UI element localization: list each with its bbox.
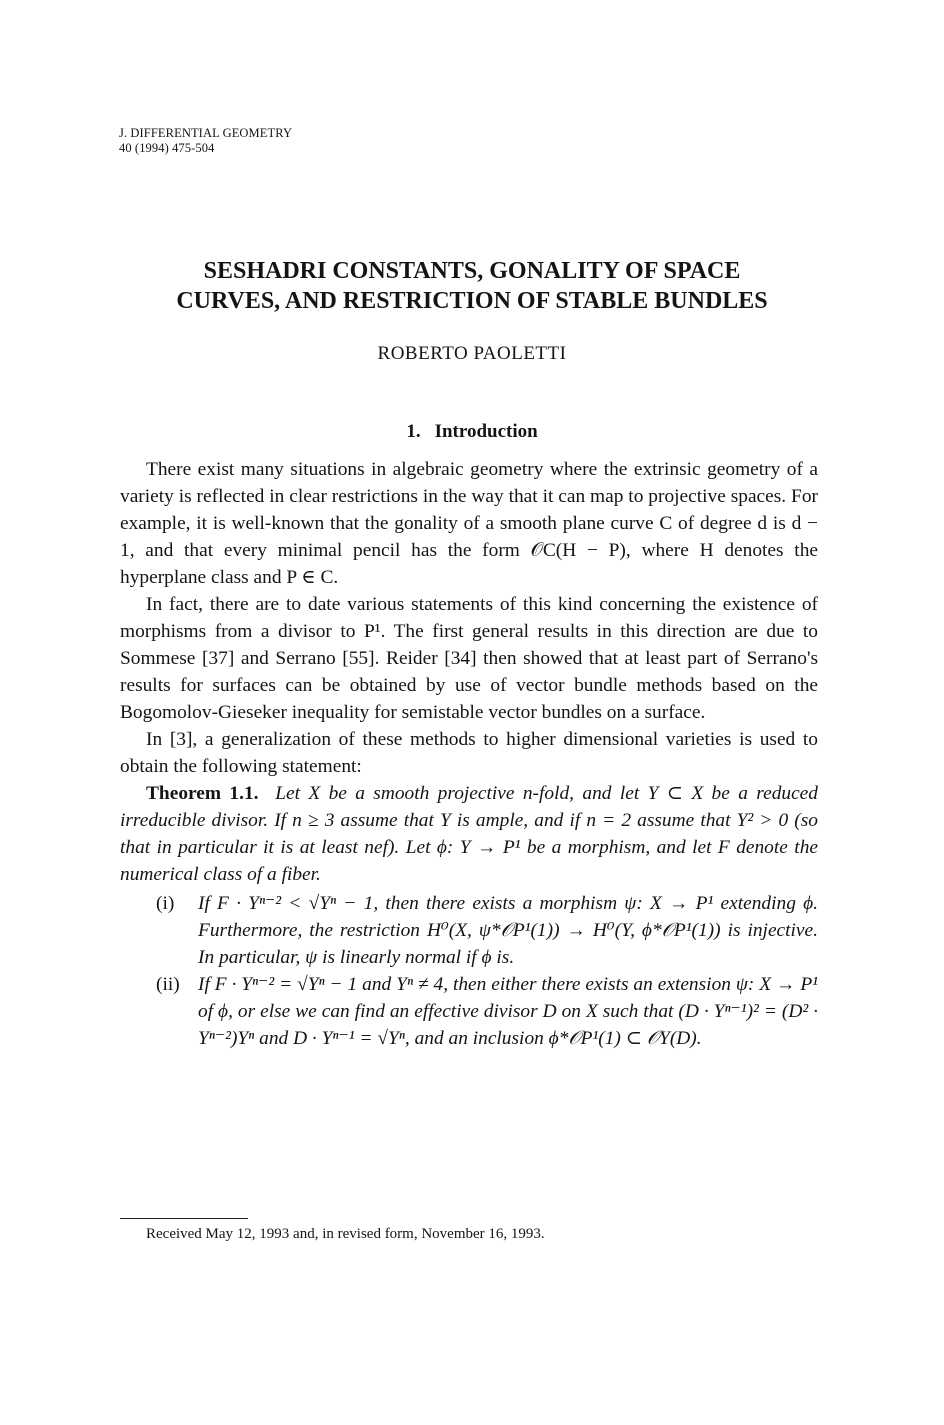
section-number: 1.	[406, 421, 421, 442]
theorem-item-text: If F · Yⁿ⁻² = √Yⁿ − 1 and Yⁿ ≠ 4, then either there exists an extension ψ: X → P¹ of ϕ, or else we can find an effective divisor D on X such that (D · Yⁿ⁻¹)² = (D² · Yⁿ⁻²)Yⁿ and D · Yⁿ⁻¹ = √Yⁿ, and an inclusion ϕ*𝒪P¹(1) ⊂ 𝒪Y(D).	[198, 974, 818, 1049]
theorem-body: Let X be a smooth projective n-fold, and let Y ⊂ X be a reduced irreducible divisor. If n ≥ 3 assume that Y is ample, and if n = 2 assume that Y² > 0 (so that in particular it is at least nef). Let ϕ: Y → P¹ be a morphism, and let F denote the numerical class of a fiber.	[120, 783, 818, 885]
title-line-1: SESHADRI CONSTANTS, GONALITY OF SPACE	[203, 258, 741, 284]
paragraph: There exist many situations in algebraic geometry where the extrinsic geometry of a variety is reflected in clear restrictions in the way that it can map to projective spaces. For example, it is well-known that the gonality of a smooth plane curve C of degree d is d − 1, and that every minimal pencil has the form 𝒪C(H − P), where H denotes the hyperplane class and P ∈ C.	[120, 459, 818, 588]
journal-name: J. DIFFERENTIAL GEOMETRY	[119, 126, 293, 140]
journal-citation: 40 (1994) 475-504	[119, 141, 215, 155]
theorem-items	[120, 890, 818, 1052]
theorem-item	[120, 890, 818, 971]
journal-header	[119, 126, 292, 156]
theorem	[120, 780, 818, 888]
paragraph: In fact, there are to date various statements of this kind concerning the existence of morphisms from a divisor to P¹. The first general results in this direction are due to Sommese [37] and Serrano [55]. Reider [34] then showed that at least part of Serrano's results for surfaces can be obtained by use of vector bundle methods based on the Bogomolov-Gieseker inequality for semistable vector bundles on a surface.	[120, 594, 818, 723]
paragraph: In [3], a generalization of these methods to higher dimensional varieties is used to obtain the following statement:	[120, 729, 818, 777]
theorem-item-label: (i)	[156, 893, 175, 914]
theorem-item	[120, 971, 818, 1052]
theorem-item-label: (ii)	[156, 974, 180, 995]
title-line-2: CURVES, AND RESTRICTION OF STABLE BUNDLES	[176, 288, 768, 314]
footnote: Received May 12, 1993 and, in revised form, November 16, 1993.	[146, 1226, 545, 1242]
theorem-label: Theorem 1.1.	[146, 783, 259, 804]
section-title: Introduction	[434, 421, 538, 442]
theorem-item-text: If F · Yⁿ⁻² < √Yⁿ − 1, then there exists a morphism ψ: X → P¹ extending ϕ. Furthermore, the restriction H⁰(X, ψ*𝒪P¹(1)) → H⁰(Y, ϕ*𝒪P¹(1)) is injective. In particular, ψ is linearly normal if ϕ is.	[198, 893, 818, 968]
author: ROBERTO PAOLETTI	[377, 343, 567, 364]
body-text	[120, 456, 818, 1052]
paper-title	[0, 256, 944, 316]
footnote-rule	[120, 1218, 248, 1219]
section-heading	[0, 421, 944, 443]
